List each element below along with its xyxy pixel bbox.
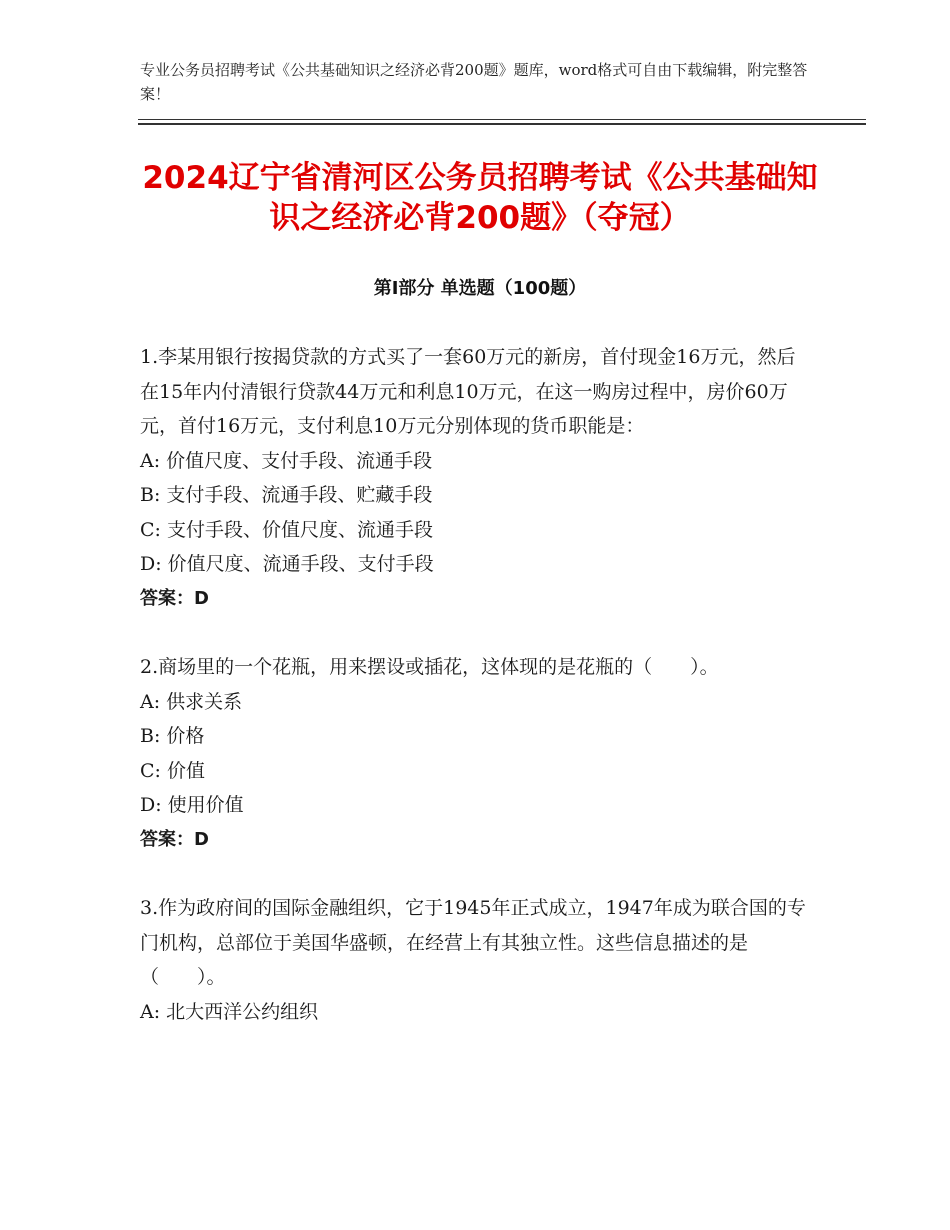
question-text: 3.作为政府间的国际金融组织，它于1945年正式成立，1947年成为联合国的专门机构，总部位于美国华盛顿，在经营上有其独立性。这些信息描述的是（ ）。 xyxy=(140,897,806,988)
option-c: C: 价值 xyxy=(140,759,205,782)
option-b: B: 价格 xyxy=(140,725,205,747)
document-title: 2024辽宁省清河区公务员招聘考试《公共基础知识之经济必背200题》（夺冠） xyxy=(142,160,818,236)
question-2 xyxy=(140,650,812,857)
option-c: C: 支付手段、价值尺度、流通手段 xyxy=(140,518,433,541)
option-b: B: 支付手段、流通手段、贮藏手段 xyxy=(140,484,433,506)
question-3 xyxy=(140,891,812,1029)
option-d: D: 价值尺度、流通手段、支付手段 xyxy=(140,553,434,575)
option-a: A: 供求关系 xyxy=(140,690,243,713)
answer: 答案：D xyxy=(140,828,209,850)
header-rule-thick xyxy=(138,123,866,125)
option-d: D: 使用价值 xyxy=(140,794,244,816)
header-note: 专业公务员招聘考试《公共基础知识之经济必背200题》题库，word格式可自由下载编辑，附完整答案！ xyxy=(140,61,808,103)
answer: 答案：D xyxy=(140,587,209,609)
section-heading: 第Ⅰ部分 单选题（100题） xyxy=(373,278,587,299)
option-a: A: 北大西洋公约组织 xyxy=(140,1000,319,1023)
question-1 xyxy=(140,340,812,616)
question-text: 1.李某用银行按揭贷款的方式买了一套60万元的新房，首付现金16万元，然后在15年内付清银行贷款44万元和利息10万元，在这一购房过程中，房价60万元，首付16万元，支付利息10万元分别体现的货币职能是： xyxy=(140,346,796,437)
option-a: A: 价值尺度、支付手段、流通手段 xyxy=(140,449,433,472)
question-list xyxy=(140,340,812,1063)
header-rule-thin xyxy=(138,119,866,120)
question-text: 2.商场里的一个花瓶，用来摆设或插花，这体现的是花瓶的（ ）。 xyxy=(140,656,719,678)
